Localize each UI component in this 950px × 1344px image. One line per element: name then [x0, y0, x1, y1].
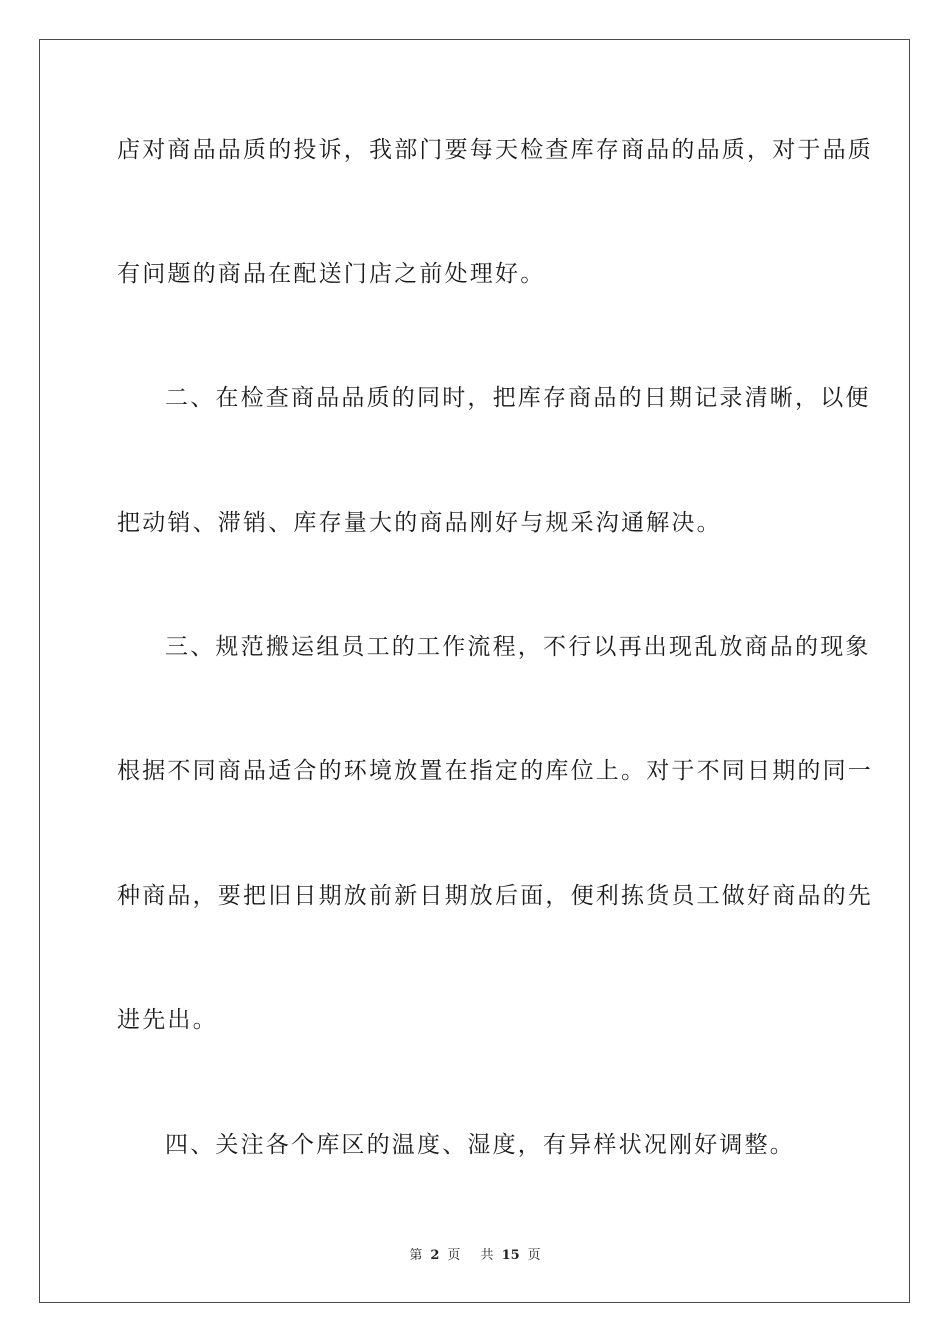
paragraph-line-2: 有问题的商品在配送门店之前处理好。 — [117, 261, 546, 287]
paragraph-line-6: 根据不同商品适合的环境放置在指定的库位上。对于不同日期的同一 — [117, 758, 873, 784]
page-number: 2 — [430, 1248, 440, 1263]
page-border — [39, 39, 910, 1303]
paragraph-line-5: 三、规范搬运组员工的工作流程，不行以再出现乱放商品的现象 — [165, 634, 871, 660]
paragraph-line-4: 把动销、滞销、库存量大的商品刚好与规采沟通解决。 — [117, 510, 722, 536]
page-footer — [0, 1247, 950, 1265]
total-suffix: 页 — [527, 1248, 541, 1263]
paragraph-line-9: 四、关注各个库区的温度、湿度，有异样状况刚好调整。 — [165, 1132, 795, 1158]
total-pages: 15 — [501, 1248, 520, 1263]
total-prefix: 共 — [480, 1248, 494, 1263]
paragraph-line-8: 进先出。 — [117, 1007, 218, 1033]
paragraph-line-7: 种商品，要把旧日期放前新日期放后面，便利拣货员工做好商品的先 — [117, 883, 873, 909]
page-indicator — [405, 1248, 464, 1263]
page-suffix: 页 — [447, 1248, 461, 1263]
paragraph-line-1: 店对商品品质的投诉，我部门要每天检查库存商品的品质，对于品质 — [117, 137, 873, 163]
page-prefix: 第 — [409, 1248, 423, 1263]
paragraph-line-3: 二、在检查商品品质的同时，把库存商品的日期记录清晰，以便 — [165, 385, 871, 411]
total-indicator — [477, 1248, 545, 1263]
